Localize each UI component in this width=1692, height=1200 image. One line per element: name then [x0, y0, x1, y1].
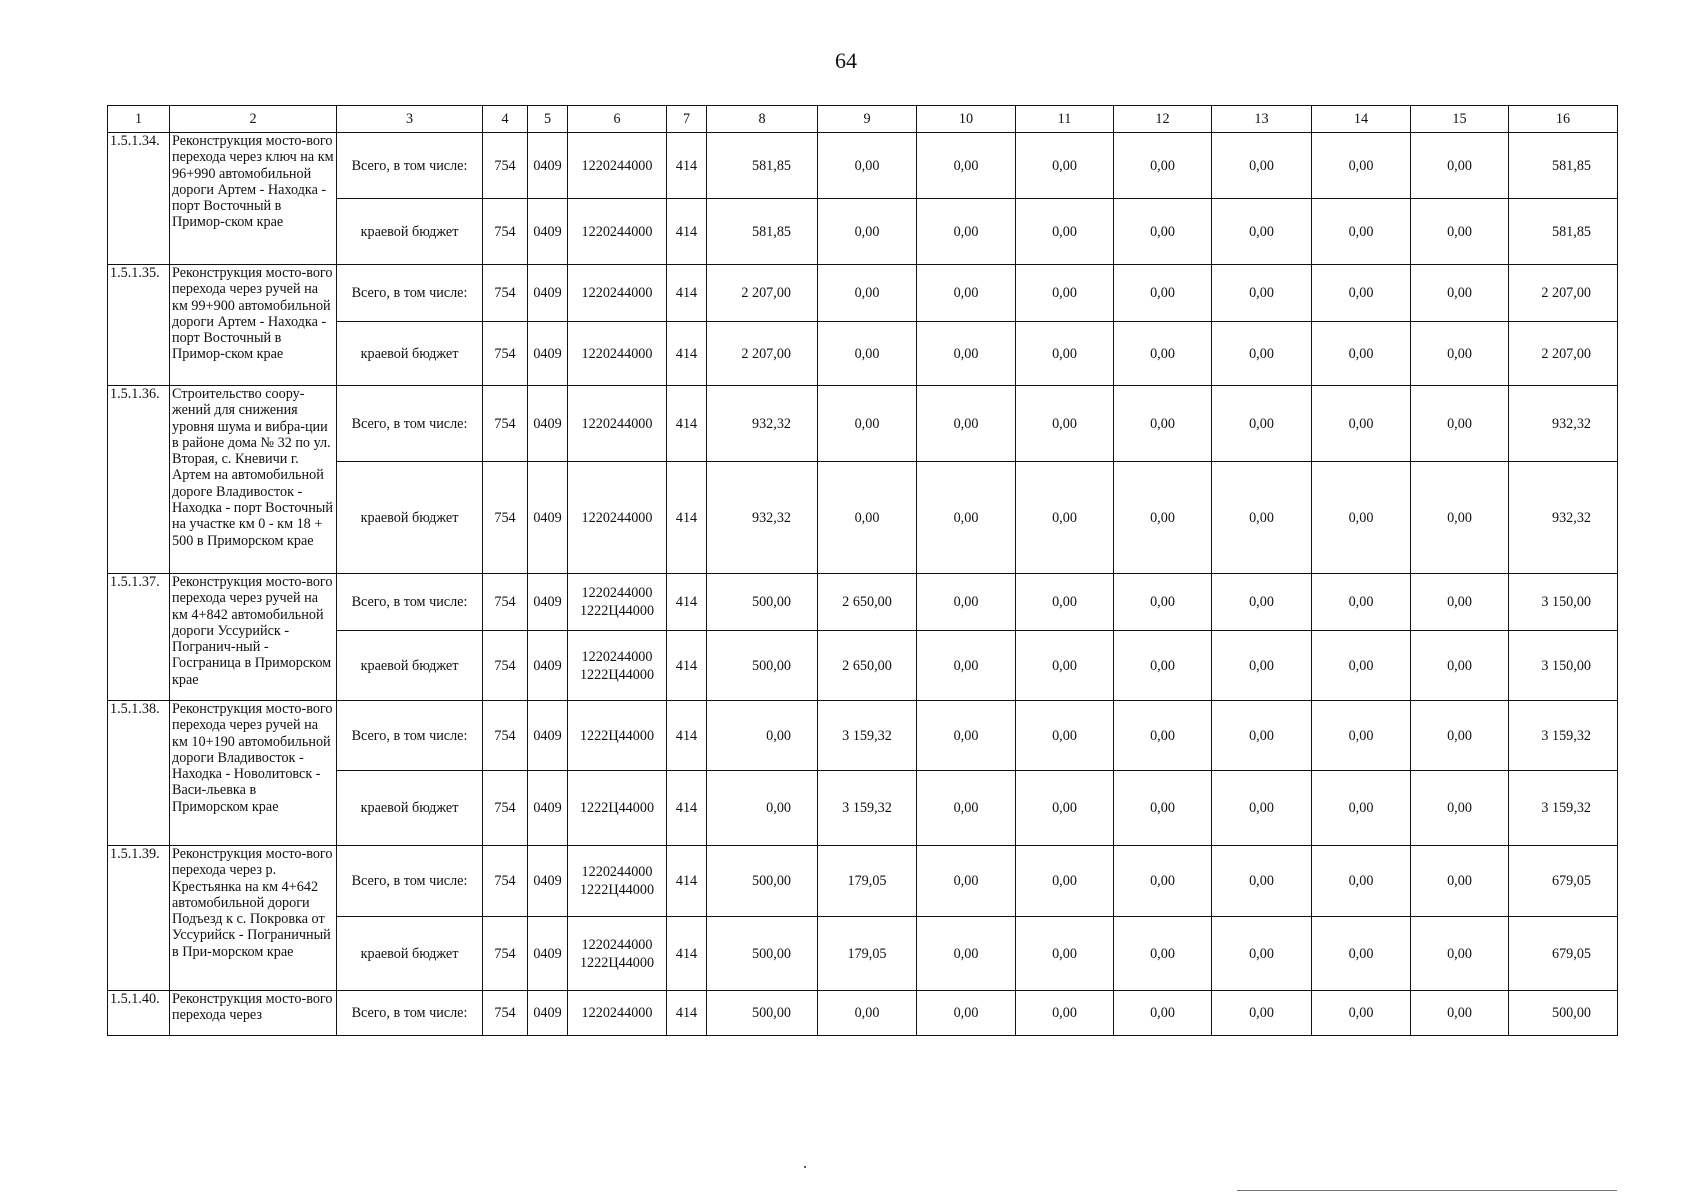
- item-name: Реконструкция мосто-вого перехода через ручей на км 4+842 автомобильной дороги Уссурийск - Погранич-ный - Госграница в Приморском крае: [170, 574, 337, 701]
- kcsr-value: 1220244000: [581, 585, 653, 601]
- section-code: 0409: [528, 574, 568, 631]
- amount-col-14: 0,00: [1312, 462, 1411, 574]
- amount-col-10: 0,00: [917, 265, 1016, 322]
- section-code: 0409: [528, 199, 568, 265]
- grbs-code: 754: [483, 574, 528, 631]
- amount-col-15: 0,00: [1411, 386, 1509, 462]
- column-header-2: 2: [170, 106, 337, 133]
- amount-col-15: 0,00: [1411, 574, 1509, 631]
- item-code: 1.5.1.40.: [108, 991, 170, 1036]
- amount-col-8: 500,00: [707, 846, 818, 917]
- footer-rule: [1237, 1190, 1617, 1191]
- section-code: 0409: [528, 771, 568, 846]
- section-code: 0409: [528, 701, 568, 771]
- amount-col-14: 0,00: [1312, 133, 1411, 199]
- amount-col-10: 0,00: [917, 771, 1016, 846]
- expense-type-code: 414: [667, 574, 707, 631]
- expense-type-code: 414: [667, 322, 707, 386]
- expense-type-code: 414: [667, 917, 707, 991]
- expense-type-code: 414: [667, 771, 707, 846]
- amount-col-15: 0,00: [1411, 917, 1509, 991]
- column-header-3: 3: [337, 106, 483, 133]
- column-header-7: 7: [667, 106, 707, 133]
- amount-col-16: 3 150,00: [1509, 574, 1618, 631]
- amount-col-13: 0,00: [1212, 846, 1312, 917]
- expense-type-code: 414: [667, 462, 707, 574]
- amount-col-15: 0,00: [1411, 771, 1509, 846]
- grbs-code: 754: [483, 917, 528, 991]
- column-header-4: 4: [483, 106, 528, 133]
- kcsr-code: [568, 771, 667, 846]
- amount-col-8: 2 207,00: [707, 322, 818, 386]
- column-header-12: 12: [1114, 106, 1212, 133]
- kcsr-value: 1222Ц44000: [579, 954, 655, 971]
- amount-col-8: 500,00: [707, 631, 818, 701]
- amount-col-10: 0,00: [917, 574, 1016, 631]
- item-code: 1.5.1.39.: [108, 846, 170, 991]
- amount-col-12: 0,00: [1114, 322, 1212, 386]
- amount-col-14: 0,00: [1312, 846, 1411, 917]
- amount-col-16: 581,85: [1509, 199, 1618, 265]
- amount-col-11: 0,00: [1016, 322, 1114, 386]
- funding-source: краевой бюджет: [337, 199, 483, 265]
- expense-type-code: 414: [667, 133, 707, 199]
- section-code: 0409: [528, 386, 568, 462]
- item-code: 1.5.1.34.: [108, 133, 170, 265]
- expense-type-code: 414: [667, 991, 707, 1036]
- kcsr-code: [568, 322, 667, 386]
- table-row: [108, 265, 1618, 322]
- amount-col-12: 0,00: [1114, 199, 1212, 265]
- expense-type-code: 414: [667, 631, 707, 701]
- amount-col-10: 0,00: [917, 846, 1016, 917]
- funding-source: краевой бюджет: [337, 771, 483, 846]
- amount-col-12: 0,00: [1114, 574, 1212, 631]
- table-row: [108, 701, 1618, 771]
- item-name: Реконструкция мосто-вого перехода через р. Крестьянка на км 4+642 автомобильной дороги Подъезд к с. Покровка от Уссурийск - Пограничный в При-морском крае: [170, 846, 337, 991]
- amount-col-8: 2 207,00: [707, 265, 818, 322]
- amount-col-16: 3 159,32: [1509, 771, 1618, 846]
- funding-source: краевой бюджет: [337, 462, 483, 574]
- item-code: 1.5.1.35.: [108, 265, 170, 386]
- amount-col-11: 0,00: [1016, 701, 1114, 771]
- amount-col-9: 3 159,32: [818, 771, 917, 846]
- kcsr-code: [568, 631, 667, 701]
- amount-col-8: 581,85: [707, 133, 818, 199]
- column-header-5: 5: [528, 106, 568, 133]
- section-code: 0409: [528, 917, 568, 991]
- column-header-11: 11: [1016, 106, 1114, 133]
- funding-source: Всего, в том числе:: [337, 991, 483, 1036]
- amount-col-9: 0,00: [818, 265, 917, 322]
- amount-col-9: 179,05: [818, 917, 917, 991]
- amount-col-9: 0,00: [818, 322, 917, 386]
- item-name: Реконструкция мосто-вого перехода через ключ на км 96+990 автомобильной дороги Артем - Находка - порт Восточный в Примор-ском крае: [170, 133, 337, 265]
- amount-col-8: 0,00: [707, 771, 818, 846]
- amount-col-10: 0,00: [917, 386, 1016, 462]
- amount-col-9: 2 650,00: [818, 574, 917, 631]
- section-code: 0409: [528, 133, 568, 199]
- kcsr-code: [568, 265, 667, 322]
- amount-col-8: 581,85: [707, 199, 818, 265]
- kcsr-value: 1220244000: [581, 509, 653, 526]
- amount-col-9: 0,00: [818, 462, 917, 574]
- amount-col-11: 0,00: [1016, 917, 1114, 991]
- item-name: Строительство соору-жений для снижения уровня шума и вибра-ции в районе дома № 32 по ул. Вторая, с. Кневичи г. Артем на автомобильной дороге Владивосток - Находка - порт Восточный на участке км 0 - км 18 + 500 в Приморском крае: [170, 386, 337, 574]
- amount-col-15: 0,00: [1411, 846, 1509, 917]
- expense-type-code: 414: [667, 265, 707, 322]
- amount-col-13: 0,00: [1212, 701, 1312, 771]
- funding-source: краевой бюджет: [337, 322, 483, 386]
- amount-col-16: 679,05: [1509, 917, 1618, 991]
- amount-col-9: 0,00: [818, 386, 917, 462]
- table-row: [108, 574, 1618, 631]
- amount-col-11: 0,00: [1016, 133, 1114, 199]
- kcsr-code: [568, 133, 667, 199]
- amount-col-12: 0,00: [1114, 133, 1212, 199]
- amount-col-16: 3 159,32: [1509, 701, 1618, 771]
- amount-col-10: 0,00: [917, 991, 1016, 1036]
- grbs-code: 754: [483, 771, 528, 846]
- item-name: Реконструкция мосто-вого перехода через ручей на км 10+190 автомобильной дороги Владивосток - Находка - Новолитовск - Васи-льевка в Приморском крае: [170, 701, 337, 846]
- amount-col-16: 3 150,00: [1509, 631, 1618, 701]
- amount-col-15: 0,00: [1411, 991, 1509, 1036]
- amount-col-12: 0,00: [1114, 462, 1212, 574]
- kcsr-code: [568, 846, 667, 917]
- expense-type-code: 414: [667, 846, 707, 917]
- amount-col-16: 2 207,00: [1509, 265, 1618, 322]
- funding-source: Всего, в том числе:: [337, 386, 483, 462]
- amount-col-10: 0,00: [917, 917, 1016, 991]
- scan-mark: [804, 1166, 806, 1168]
- amount-col-11: 0,00: [1016, 199, 1114, 265]
- section-code: 0409: [528, 846, 568, 917]
- column-header-6: 6: [568, 106, 667, 133]
- amount-col-15: 0,00: [1411, 462, 1509, 574]
- amount-col-9: 0,00: [818, 199, 917, 265]
- amount-col-14: 0,00: [1312, 917, 1411, 991]
- column-header-15: 15: [1411, 106, 1509, 133]
- amount-col-13: 0,00: [1212, 199, 1312, 265]
- amount-col-15: 0,00: [1411, 322, 1509, 386]
- amount-col-10: 0,00: [917, 462, 1016, 574]
- section-code: 0409: [528, 462, 568, 574]
- item-code: 1.5.1.38.: [108, 701, 170, 846]
- amount-col-9: 3 159,32: [818, 701, 917, 771]
- grbs-code: 754: [483, 386, 528, 462]
- expense-type-code: 414: [667, 701, 707, 771]
- kcsr-code: [568, 574, 667, 631]
- amount-col-14: 0,00: [1312, 199, 1411, 265]
- amount-col-14: 0,00: [1312, 991, 1411, 1036]
- grbs-code: 754: [483, 265, 528, 322]
- amount-col-15: 0,00: [1411, 133, 1509, 199]
- amount-col-14: 0,00: [1312, 574, 1411, 631]
- page-number: 64: [835, 48, 857, 73]
- amount-col-10: 0,00: [917, 133, 1016, 199]
- funding-source: краевой бюджет: [337, 631, 483, 701]
- amount-col-8: 932,32: [707, 386, 818, 462]
- amount-col-10: 0,00: [917, 701, 1016, 771]
- column-header-1: 1: [108, 106, 170, 133]
- kcsr-value: 1220244000: [581, 1005, 653, 1021]
- amount-col-13: 0,00: [1212, 322, 1312, 386]
- kcsr-code: [568, 386, 667, 462]
- kcsr-value: 1222Ц44000: [579, 603, 655, 619]
- grbs-code: 754: [483, 133, 528, 199]
- amount-col-11: 0,00: [1016, 574, 1114, 631]
- amount-col-12: 0,00: [1114, 771, 1212, 846]
- amount-col-8: 500,00: [707, 991, 818, 1036]
- table-row: [108, 386, 1618, 462]
- kcsr-value: 1220244000: [581, 936, 653, 953]
- kcsr-value: 1222Ц44000: [579, 800, 655, 816]
- amount-col-14: 0,00: [1312, 265, 1411, 322]
- amount-col-8: 0,00: [707, 701, 818, 771]
- amount-col-11: 0,00: [1016, 462, 1114, 574]
- amount-col-12: 0,00: [1114, 265, 1212, 322]
- amount-col-11: 0,00: [1016, 386, 1114, 462]
- table-body: [108, 133, 1618, 1036]
- section-code: 0409: [528, 991, 568, 1036]
- kcsr-code: [568, 199, 667, 265]
- amount-col-10: 0,00: [917, 631, 1016, 701]
- amount-col-16: 932,32: [1509, 462, 1618, 574]
- amount-col-15: 0,00: [1411, 701, 1509, 771]
- kcsr-value: 1220244000: [581, 415, 653, 432]
- kcsr-value: 1220244000: [581, 864, 653, 880]
- amount-col-16: 679,05: [1509, 846, 1618, 917]
- funding-source: Всего, в том числе:: [337, 701, 483, 771]
- header-row: [108, 106, 1618, 133]
- amount-col-11: 0,00: [1016, 771, 1114, 846]
- kcsr-value: 1222Ц44000: [579, 666, 655, 683]
- grbs-code: 754: [483, 631, 528, 701]
- kcsr-value: 1220244000: [581, 285, 653, 301]
- amount-col-12: 0,00: [1114, 917, 1212, 991]
- amount-col-11: 0,00: [1016, 265, 1114, 322]
- item-code: 1.5.1.36.: [108, 386, 170, 574]
- amount-col-12: 0,00: [1114, 991, 1212, 1036]
- kcsr-value: 1220244000: [581, 648, 653, 665]
- column-header-14: 14: [1312, 106, 1411, 133]
- amount-col-8: 500,00: [707, 917, 818, 991]
- amount-col-15: 0,00: [1411, 199, 1509, 265]
- amount-col-14: 0,00: [1312, 322, 1411, 386]
- amount-col-13: 0,00: [1212, 631, 1312, 701]
- amount-col-11: 0,00: [1016, 991, 1114, 1036]
- expense-type-code: 414: [667, 199, 707, 265]
- budget-table: [107, 105, 1618, 1036]
- amount-col-13: 0,00: [1212, 133, 1312, 199]
- amount-col-10: 0,00: [917, 199, 1016, 265]
- amount-col-12: 0,00: [1114, 631, 1212, 701]
- kcsr-code: [568, 701, 667, 771]
- amount-col-13: 0,00: [1212, 265, 1312, 322]
- column-header-9: 9: [818, 106, 917, 133]
- section-code: 0409: [528, 265, 568, 322]
- item-name: Реконструкция мосто-вого перехода через: [170, 991, 337, 1036]
- funding-source: краевой бюджет: [337, 917, 483, 991]
- amount-col-13: 0,00: [1212, 462, 1312, 574]
- amount-col-13: 0,00: [1212, 917, 1312, 991]
- amount-col-16: 2 207,00: [1509, 322, 1618, 386]
- kcsr-value: 1220244000: [581, 223, 653, 240]
- grbs-code: 754: [483, 991, 528, 1036]
- item-name: Реконструкция мосто-вого перехода через ручей на км 99+900 автомобильной дороги Артем - Находка - порт Восточный в Примор-ском крае: [170, 265, 337, 386]
- amount-col-13: 0,00: [1212, 574, 1312, 631]
- amount-col-13: 0,00: [1212, 771, 1312, 846]
- grbs-code: 754: [483, 846, 528, 917]
- kcsr-value: 1220244000: [581, 157, 653, 174]
- amount-col-9: 179,05: [818, 846, 917, 917]
- amount-col-12: 0,00: [1114, 846, 1212, 917]
- kcsr-value: 1222Ц44000: [579, 727, 655, 744]
- amount-col-14: 0,00: [1312, 701, 1411, 771]
- amount-col-9: 0,00: [818, 133, 917, 199]
- amount-col-12: 0,00: [1114, 386, 1212, 462]
- funding-source: Всего, в том числе:: [337, 265, 483, 322]
- amount-col-14: 0,00: [1312, 631, 1411, 701]
- amount-col-11: 0,00: [1016, 631, 1114, 701]
- section-code: 0409: [528, 631, 568, 701]
- column-header-8: 8: [707, 106, 818, 133]
- kcsr-code: [568, 462, 667, 574]
- amount-col-12: 0,00: [1114, 701, 1212, 771]
- amount-col-11: 0,00: [1016, 846, 1114, 917]
- amount-col-10: 0,00: [917, 322, 1016, 386]
- amount-col-14: 0,00: [1312, 386, 1411, 462]
- table-row: [108, 991, 1618, 1036]
- column-header-13: 13: [1212, 106, 1312, 133]
- kcsr-value: 1222Ц44000: [579, 882, 655, 898]
- amount-col-14: 0,00: [1312, 771, 1411, 846]
- table-row: [108, 133, 1618, 199]
- kcsr-value: 1220244000: [581, 345, 653, 362]
- amount-col-15: 0,00: [1411, 631, 1509, 701]
- amount-col-9: 0,00: [818, 991, 917, 1036]
- section-code: 0409: [528, 322, 568, 386]
- column-header-16: 16: [1509, 106, 1618, 133]
- amount-col-15: 0,00: [1411, 265, 1509, 322]
- expense-type-code: 414: [667, 386, 707, 462]
- amount-col-8: 500,00: [707, 574, 818, 631]
- amount-col-16: 581,85: [1509, 133, 1618, 199]
- kcsr-code: [568, 917, 667, 991]
- amount-col-8: 932,32: [707, 462, 818, 574]
- column-header-10: 10: [917, 106, 1016, 133]
- item-code: 1.5.1.37.: [108, 574, 170, 701]
- grbs-code: 754: [483, 462, 528, 574]
- funding-source: Всего, в том числе:: [337, 133, 483, 199]
- amount-col-16: 932,32: [1509, 386, 1618, 462]
- amount-col-13: 0,00: [1212, 386, 1312, 462]
- amount-col-13: 0,00: [1212, 991, 1312, 1036]
- grbs-code: 754: [483, 322, 528, 386]
- kcsr-code: [568, 991, 667, 1036]
- amount-col-16: 500,00: [1509, 991, 1618, 1036]
- funding-source: Всего, в том числе:: [337, 846, 483, 917]
- amount-col-9: 2 650,00: [818, 631, 917, 701]
- funding-source: Всего, в том числе:: [337, 574, 483, 631]
- table-row: [108, 846, 1618, 917]
- grbs-code: 754: [483, 701, 528, 771]
- grbs-code: 754: [483, 199, 528, 265]
